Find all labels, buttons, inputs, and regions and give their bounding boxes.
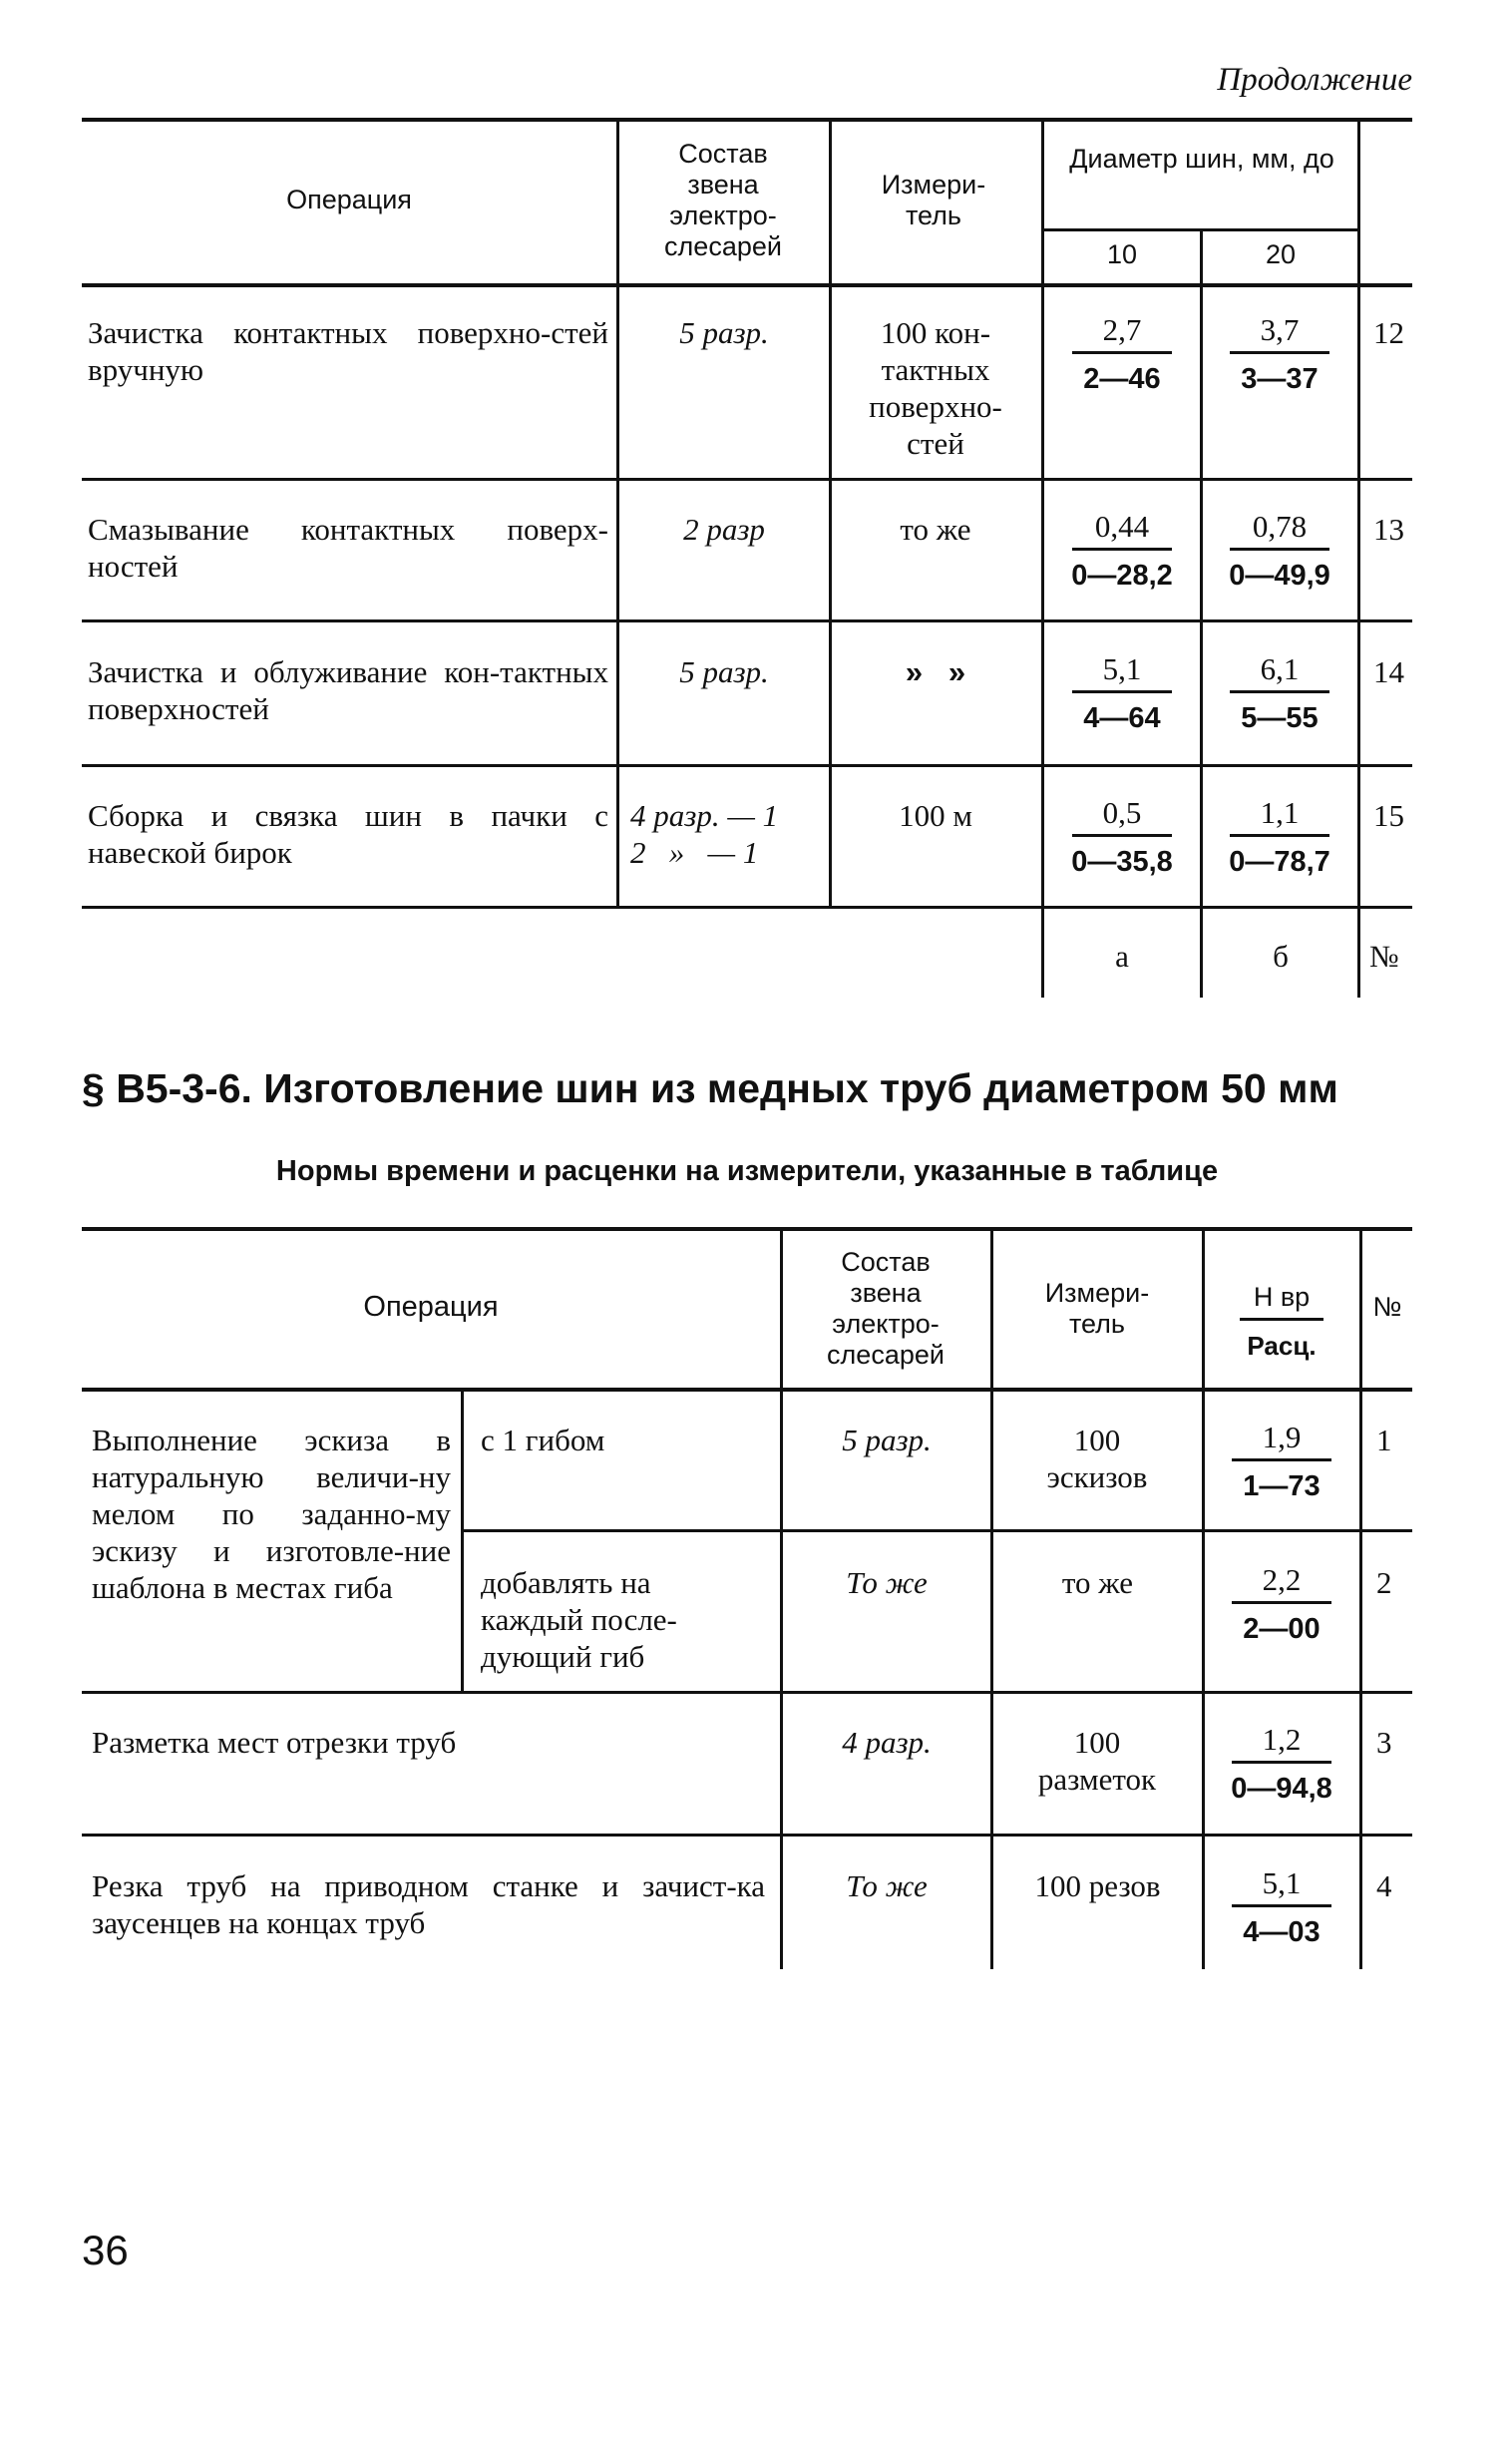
table2-row3-value xyxy=(1207,1721,1356,1808)
table2-row1-number: 1 xyxy=(1376,1423,1392,1457)
table2-row4-operation: Резка труб на приводном станке и зачист-ка заусенцев на концах труб xyxy=(92,1868,765,1940)
fraction-numerator: 6,1 xyxy=(1230,650,1329,693)
table2-header-operation: Операция xyxy=(363,1291,499,1323)
table2-row2-unit: то же xyxy=(1061,1565,1134,1600)
table1-row4-value-a xyxy=(1047,794,1197,881)
table1-row3-value-a xyxy=(1047,650,1197,737)
continuation-label: Продолжение xyxy=(1217,62,1412,98)
table2-row3-operation: Разметка мест отрезки труб xyxy=(92,1725,457,1760)
table2-row1-crew: 5 разр. xyxy=(842,1423,932,1457)
table2-row1-operation: Выполнение эскиза в натуральную величи-ну мелом по заданно-му эскизу и изготовле-ние шаблона в местах гиба xyxy=(92,1423,451,1605)
table1-header-diameter: Диаметр шин, мм, до xyxy=(1069,144,1334,174)
table2-header-unit: Измери-тель xyxy=(1044,1278,1150,1339)
table2-subrow-rule xyxy=(463,1529,1412,1532)
table1-header-rule xyxy=(82,283,1412,287)
table2-col-rule xyxy=(1202,1229,1205,1969)
fraction-denominator: 0—78,7 xyxy=(1229,846,1330,878)
fraction-numerator: 1,2 xyxy=(1232,1721,1331,1764)
table1-row1-number: 12 xyxy=(1373,315,1404,350)
section-title: § В5-3-6. Изготовление шин из медных труб диаметром 50 мм xyxy=(82,1065,1338,1111)
fraction-denominator: 2—00 xyxy=(1243,1613,1321,1645)
table1-footer-number: № xyxy=(1369,939,1399,974)
table2-col-rule xyxy=(1359,1229,1362,1969)
table2-row-rule xyxy=(82,1834,1412,1837)
table1-header-unit: Измери-тель xyxy=(881,170,986,230)
fraction-denominator: 5—55 xyxy=(1241,702,1319,734)
table2-header-norm xyxy=(1207,1277,1356,1365)
table2-row3-crew: 4 разр. xyxy=(842,1725,932,1760)
table1-row1-crew: 5 разр. xyxy=(679,315,769,350)
fraction-numerator: 2,7 xyxy=(1072,311,1172,354)
table1-row1-value-b xyxy=(1205,311,1354,398)
table1-row-rule xyxy=(82,478,1412,481)
fraction-denominator: Расц. xyxy=(1247,1331,1317,1361)
fraction-numerator: 0,44 xyxy=(1072,508,1172,551)
table1-header-d10: 10 xyxy=(1106,239,1138,269)
table2-row1-value xyxy=(1207,1419,1356,1505)
fraction-numerator: 2,2 xyxy=(1232,1561,1331,1604)
fraction-denominator: 0—35,8 xyxy=(1071,846,1173,878)
table1-row2-number: 13 xyxy=(1373,512,1404,547)
fraction-numerator: 1,1 xyxy=(1230,794,1329,837)
table2-row4-value xyxy=(1207,1864,1356,1951)
fraction-denominator: 0—49,9 xyxy=(1229,560,1330,592)
table1-row4-value-b xyxy=(1205,794,1354,881)
table1-row4-number: 15 xyxy=(1373,798,1404,833)
table1-col-rule xyxy=(1200,228,1203,998)
fraction-numerator: 5,1 xyxy=(1232,1864,1331,1907)
table2-row4-unit: 100 резов xyxy=(1034,1868,1161,1903)
table1-row-rule xyxy=(82,764,1412,767)
fraction-denominator: 4—64 xyxy=(1083,702,1161,734)
table2-header-rule xyxy=(82,1388,1412,1392)
table1-footer-b: б xyxy=(1273,939,1289,974)
table2-row2-value xyxy=(1207,1561,1356,1648)
table1-row2-operation: Смазывание контактных поверх-ностей xyxy=(88,512,608,584)
fraction-numerator: 0,78 xyxy=(1230,508,1329,551)
fraction-numerator: 3,7 xyxy=(1230,311,1329,354)
table1-top-rule xyxy=(82,118,1412,122)
table1-row4-crew-line2: 2 » — 1 xyxy=(630,835,759,870)
page-number: 36 xyxy=(82,2227,129,2273)
table1-row1-unit: 100 кон-тактных поверхно-стей xyxy=(869,315,1002,461)
table1-row3-crew: 5 разр. xyxy=(679,654,769,689)
fraction-denominator: 0—28,2 xyxy=(1071,560,1173,592)
table1-row2-value-a xyxy=(1047,508,1197,595)
table2-row3-unit: 100 разметок xyxy=(1037,1725,1157,1797)
table1-row4-crew-line1: 4 разр. — 1 xyxy=(630,798,779,833)
table1-row-rule xyxy=(82,906,1412,909)
table1-row1-operation: Зачистка контактных поверхно-стей вручную xyxy=(88,315,608,387)
fraction-denominator: 2—46 xyxy=(1083,363,1161,395)
table1-header-d20: 20 xyxy=(1265,239,1297,269)
table1-col-rule xyxy=(829,120,832,908)
section-subtitle: Нормы времени и расценки на измерители, указанные в таблице xyxy=(275,1155,1219,1187)
table2-row2-number: 2 xyxy=(1376,1565,1392,1600)
table2-row1-unit: 100 эскизов xyxy=(1046,1423,1148,1494)
fraction-denominator: 0—94,8 xyxy=(1231,1773,1332,1805)
table2-row4-crew: То же xyxy=(846,1868,928,1903)
table1-row3-operation: Зачистка и облуживание кон-тактных поверхностей xyxy=(88,654,608,726)
table2-subcol-rule xyxy=(461,1390,464,1692)
table1-header-operation: Операция xyxy=(286,185,412,214)
fraction-denominator: 4—03 xyxy=(1243,1916,1321,1948)
table1-row-rule xyxy=(82,619,1412,622)
table2-top-rule xyxy=(82,1227,1412,1231)
table2-row1-sub: с 1 гибом xyxy=(481,1423,605,1457)
table1-row2-crew: 2 разр xyxy=(683,512,765,547)
table1-row3-unit: » » xyxy=(905,654,966,689)
table2-row4-number: 4 xyxy=(1376,1868,1392,1903)
fraction-denominator: 3—37 xyxy=(1241,363,1319,395)
fraction-numerator: 5,1 xyxy=(1072,650,1172,693)
table1-header-crew: Состав звена электро-слесарей xyxy=(664,139,782,261)
table2-row-rule xyxy=(82,1691,1412,1694)
table2-row2-crew: То же xyxy=(846,1565,928,1600)
table2-header-crew: Состав звена электро-слесарей xyxy=(827,1247,945,1370)
table1-row1-value-a xyxy=(1047,311,1197,398)
table1-row2-unit: то же xyxy=(900,512,971,547)
table1-footer-a: а xyxy=(1115,939,1129,974)
fraction-numerator: Н вр xyxy=(1240,1278,1323,1321)
fraction-numerator: 1,9 xyxy=(1232,1419,1331,1461)
fraction-denominator: 1—73 xyxy=(1243,1470,1321,1502)
table2-header-number: № xyxy=(1372,1292,1402,1322)
table1-row2-value-b xyxy=(1205,508,1354,595)
table1-row3-number: 14 xyxy=(1373,654,1404,689)
table1-row4-operation: Сборка и связка шин в пачки с навеской бирок xyxy=(88,798,608,870)
table1-row3-value-b xyxy=(1205,650,1354,737)
table1-row4-unit: 100 м xyxy=(899,798,972,833)
table2-row3-number: 3 xyxy=(1376,1725,1392,1760)
fraction-numerator: 0,5 xyxy=(1072,794,1172,837)
table2-row2-sub: добавлять на каждый после-дующий гиб xyxy=(481,1565,677,1674)
